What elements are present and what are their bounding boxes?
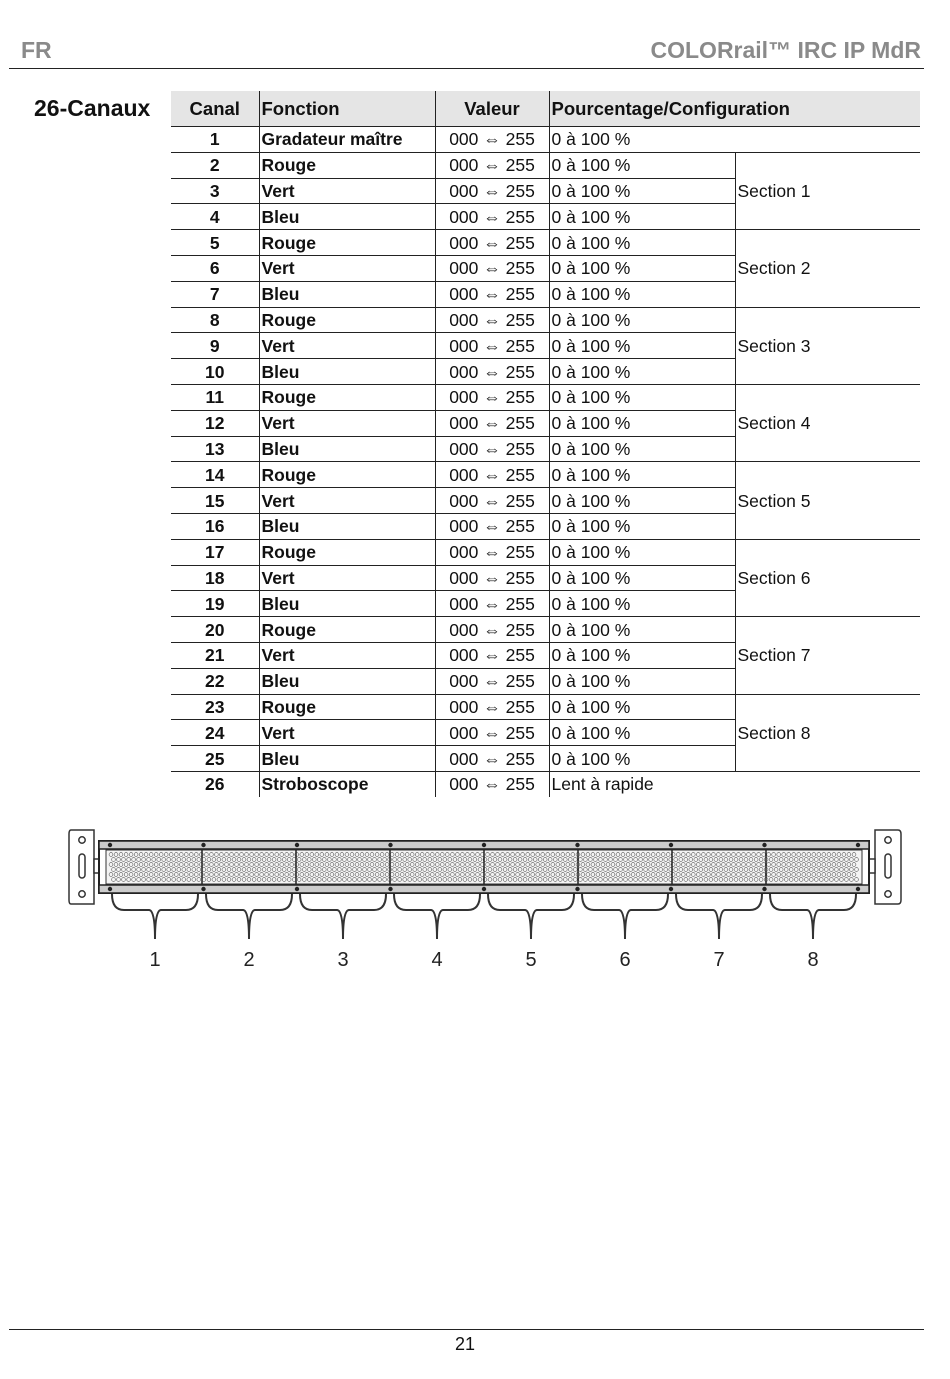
function-cell: Stroboscope: [259, 771, 435, 796]
section-label: 3: [337, 949, 349, 971]
channel-cell: 17: [171, 539, 259, 565]
function-cell: Vert: [259, 565, 435, 591]
percent-cell: 0 à 100 %: [549, 307, 735, 333]
section-label: 7: [713, 949, 725, 971]
percent-cell: 0 à 100 %: [549, 462, 735, 488]
value-cell: 000 ⇔ 255: [435, 488, 549, 514]
table-row: [171, 771, 920, 796]
percent-cell: 0 à 100 %: [549, 617, 735, 643]
function-cell: Vert: [259, 410, 435, 436]
value-cell: 000 ⇔ 255: [435, 359, 549, 385]
value-cell: 000 ⇔ 255: [435, 720, 549, 746]
value-cell: 000 ⇔ 255: [435, 617, 549, 643]
table-row: [171, 384, 920, 410]
channel-cell: 19: [171, 591, 259, 617]
section-bracket: [300, 894, 386, 939]
section-bracket: [206, 894, 292, 939]
rail-screw: [201, 887, 205, 891]
function-cell: Rouge: [259, 384, 435, 410]
rail-screw: [856, 843, 860, 847]
table-row: [171, 539, 920, 565]
value-cell: 000 ⇔ 255: [435, 255, 549, 281]
table-row: [171, 694, 920, 720]
rail-screw: [482, 887, 486, 891]
channel-cell: 10: [171, 359, 259, 385]
section-cell: Section 5: [735, 462, 920, 539]
rail-screw: [295, 887, 299, 891]
rail-screw: [482, 843, 486, 847]
rail-screw: [575, 887, 579, 891]
percent-cell: 0 à 100 %: [549, 591, 735, 617]
section-cell: Section 4: [735, 384, 920, 461]
rail-screw: [108, 843, 112, 847]
percent-cell: 0 à 100 %: [549, 230, 735, 256]
percent-cell: 0 à 100 %: [549, 488, 735, 514]
percent-cell: 0 à 100 %: [549, 384, 735, 410]
dmx-channel-table: [171, 91, 920, 797]
percent-cell: 0 à 100 %: [549, 127, 920, 153]
rail-screw: [856, 887, 860, 891]
section-label: 4: [431, 949, 443, 971]
function-cell: Rouge: [259, 694, 435, 720]
function-cell: Vert: [259, 255, 435, 281]
table-header-row: [171, 91, 920, 127]
value-cell: 000 ⇔ 255: [435, 436, 549, 462]
rail-screw: [669, 887, 673, 891]
channel-cell: 21: [171, 642, 259, 668]
table-row: [171, 152, 920, 178]
percent-cell: 0 à 100 %: [549, 410, 735, 436]
channel-cell: 9: [171, 333, 259, 359]
function-cell: Bleu: [259, 436, 435, 462]
percent-cell: 0 à 100 %: [549, 333, 735, 359]
function-cell: Rouge: [259, 539, 435, 565]
value-cell: 000 ⇔ 255: [435, 152, 549, 178]
value-cell: 000 ⇔ 255: [435, 410, 549, 436]
channel-cell: 23: [171, 694, 259, 720]
value-cell: 000 ⇔ 255: [435, 384, 549, 410]
section-label: 1: [149, 949, 161, 971]
function-cell: Rouge: [259, 617, 435, 643]
channel-cell: 2: [171, 152, 259, 178]
rail-screw: [388, 887, 392, 891]
channel-cell: 16: [171, 513, 259, 539]
rail-screw: [762, 887, 766, 891]
value-cell: 000 ⇔ 255: [435, 333, 549, 359]
section-label: 2: [243, 949, 255, 971]
footer-divider: [9, 1329, 924, 1330]
channel-cell: 14: [171, 462, 259, 488]
column-header-function: Fonction: [259, 91, 435, 127]
function-cell: Rouge: [259, 307, 435, 333]
value-cell: 000 ⇔ 255: [435, 307, 549, 333]
channel-cell: 15: [171, 488, 259, 514]
function-cell: Rouge: [259, 230, 435, 256]
section-bracket: [582, 894, 668, 939]
section-bracket: [488, 894, 574, 939]
value-cell: 000 ⇔ 255: [435, 591, 549, 617]
value-cell: 000 ⇔ 255: [435, 204, 549, 230]
percent-cell: 0 à 100 %: [549, 513, 735, 539]
section-label: 6: [619, 949, 631, 971]
percent-cell: 0 à 100 %: [549, 255, 735, 281]
value-cell: 000 ⇔ 255: [435, 539, 549, 565]
channel-cell: 8: [171, 307, 259, 333]
function-cell: Bleu: [259, 204, 435, 230]
function-cell: Bleu: [259, 746, 435, 772]
fixture-illustration: [66, 826, 906, 976]
channel-cell: 6: [171, 255, 259, 281]
percent-cell: 0 à 100 %: [549, 539, 735, 565]
section-labels: [149, 949, 818, 971]
value-cell: 000 ⇔ 255: [435, 746, 549, 772]
channel-cell: 1: [171, 127, 259, 153]
value-cell: 000 ⇔ 255: [435, 565, 549, 591]
table-row: [171, 462, 920, 488]
function-cell: Bleu: [259, 513, 435, 539]
value-cell: 000 ⇔ 255: [435, 771, 549, 796]
percent-cell: 0 à 100 %: [549, 178, 735, 204]
section-brackets: [112, 894, 856, 939]
table-row: [171, 307, 920, 333]
channel-cell: 20: [171, 617, 259, 643]
channel-cell: 25: [171, 746, 259, 772]
percent-cell: 0 à 100 %: [549, 281, 735, 307]
rail-screw: [201, 843, 205, 847]
rail-screw: [575, 843, 579, 847]
section-cell: Section 1: [735, 152, 920, 229]
right-mounting-bracket: [869, 830, 901, 904]
header-language: FR: [21, 37, 52, 63]
function-cell: Bleu: [259, 668, 435, 694]
table-row: [171, 617, 920, 643]
channel-cell: 24: [171, 720, 259, 746]
channel-cell: 4: [171, 204, 259, 230]
section-bracket: [394, 894, 480, 939]
section-cell: Section 3: [735, 307, 920, 384]
value-cell: 000 ⇔ 255: [435, 230, 549, 256]
rail-screw: [108, 887, 112, 891]
function-cell: Gradateur maître: [259, 127, 435, 153]
function-cell: Bleu: [259, 281, 435, 307]
section-cell: Section 7: [735, 617, 920, 694]
function-cell: Vert: [259, 333, 435, 359]
column-header-value: Valeur: [435, 91, 549, 127]
function-cell: Rouge: [259, 152, 435, 178]
column-header-percent: Pourcentage/Configuration: [549, 91, 920, 127]
section-bracket: [770, 894, 856, 939]
rail-screw: [669, 843, 673, 847]
section-label: 8: [807, 949, 819, 971]
channel-cell: 11: [171, 384, 259, 410]
rail-screw: [762, 843, 766, 847]
channel-cell: 22: [171, 668, 259, 694]
value-cell: 000 ⇔ 255: [435, 694, 549, 720]
section-cell: Section 6: [735, 539, 920, 616]
function-cell: Bleu: [259, 359, 435, 385]
percent-cell: 0 à 100 %: [549, 565, 735, 591]
channel-cell: 26: [205, 774, 225, 795]
section-cell: Section 8: [735, 694, 920, 771]
channel-cell: 5: [171, 230, 259, 256]
colorrail-fixture-diagram: [66, 826, 906, 981]
left-mounting-bracket: [69, 830, 100, 904]
function-cell: Bleu: [259, 591, 435, 617]
rail-screw: [388, 843, 392, 847]
value-cell: 000 ⇔ 255: [435, 281, 549, 307]
value-cell: 000 ⇔ 255: [435, 513, 549, 539]
percent-cell: 0 à 100 %: [549, 720, 735, 746]
channel-cell: 3: [171, 178, 259, 204]
percent-cell: 0 à 100 %: [549, 668, 735, 694]
function-cell: Vert: [259, 178, 435, 204]
function-cell: Vert: [259, 488, 435, 514]
percent-cell: 0 à 100 %: [549, 642, 735, 668]
channel-cell: 13: [171, 436, 259, 462]
table-row: [171, 230, 920, 256]
section-bracket: [112, 894, 198, 939]
function-cell: Rouge: [259, 462, 435, 488]
value-cell: 000 ⇔ 255: [435, 127, 549, 153]
value-cell: 000 ⇔ 255: [435, 462, 549, 488]
function-cell: Vert: [259, 720, 435, 746]
column-header-channel: Canal: [171, 91, 259, 127]
header-divider: [9, 68, 924, 69]
percent-cell: 0 à 100 %: [549, 152, 735, 178]
page-number: 21: [454, 1334, 476, 1354]
percent-cell: 0 à 100 %: [549, 204, 735, 230]
function-cell: Vert: [259, 642, 435, 668]
header-product-title: COLORrail™ IRC IP MdR: [650, 37, 921, 63]
section-cell: Section 2: [735, 230, 920, 307]
percent-cell: 0 à 100 %: [549, 436, 735, 462]
value-cell: 000 ⇔ 255: [435, 178, 549, 204]
section-title: 26-Canaux: [34, 95, 151, 121]
value-cell: 000 ⇔ 255: [435, 668, 549, 694]
percent-cell: 0 à 100 %: [549, 359, 735, 385]
percent-cell: Lent à rapide: [549, 771, 920, 796]
percent-cell: 0 à 100 %: [549, 694, 735, 720]
channel-cell: 18: [171, 565, 259, 591]
percent-cell: 0 à 100 %: [549, 746, 735, 772]
section-bracket: [676, 894, 762, 939]
table-row: [171, 127, 920, 153]
value-cell: 000 ⇔ 255: [435, 642, 549, 668]
channel-cell: 7: [171, 281, 259, 307]
rail-screw: [295, 843, 299, 847]
channel-cell: 12: [171, 410, 259, 436]
section-label: 5: [525, 949, 537, 971]
